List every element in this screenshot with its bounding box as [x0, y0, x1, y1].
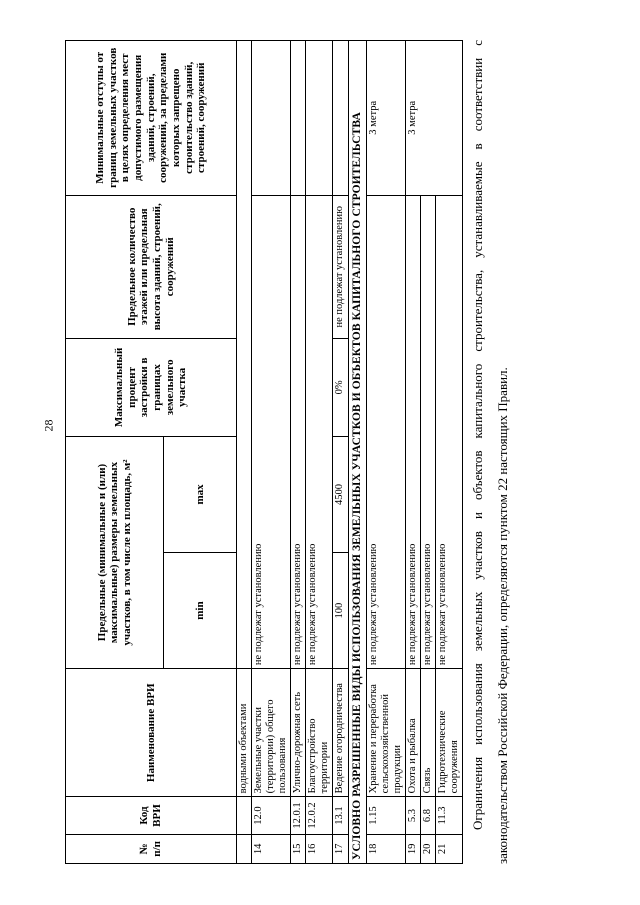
row-code: 5.3	[405, 797, 420, 834]
rotated-page-content	[65, 28, 575, 876]
section-title: УСЛОВНО РАЗРЕШЕННЫЕ ВИДЫ ИСПОЛЬЗОВАНИЯ ЗЕМЕЛЬНЫХ УЧАСТКОВ И ОБЪЕКТОВ КАПИТАЛЬНОГО СТРОИТЕЛЬСТВА	[348, 41, 366, 864]
page-number: 28	[41, 419, 56, 432]
row-area: не подлежат установлению	[306, 195, 333, 669]
row-code: 12.0.1	[291, 797, 306, 834]
row-area: не подлежат установлению	[420, 195, 435, 669]
row-code: 12.0.2	[306, 797, 333, 834]
row-num: 17	[333, 834, 348, 863]
row-name: Хранение и переработка сельскохозяйственной продукции	[366, 669, 405, 797]
row-name: Благоустройство территории	[306, 669, 333, 797]
table-row	[405, 41, 420, 864]
row-code: 6.8	[420, 797, 435, 834]
row-code: 11.3	[436, 797, 463, 834]
row-indent: 3 метра	[366, 41, 405, 196]
row-name: Охота и рыбалка	[405, 669, 420, 797]
row-indent: 3 метра	[405, 41, 462, 196]
row-name: Связь	[420, 669, 435, 797]
header-area: Предельные (минимальные и (или) максимальные) размеры земельных участков, в том числе их площадь, м²	[66, 436, 164, 668]
header-name: Наименование ВРИ	[66, 669, 237, 797]
table-row	[333, 41, 348, 864]
row-area: не подлежат установлению	[405, 195, 420, 669]
table-row	[366, 41, 405, 864]
table-row	[306, 41, 333, 864]
header-row-1	[66, 41, 164, 864]
continuation-text: водными объектами	[237, 669, 252, 797]
row-num: 19	[405, 834, 420, 863]
row-name: Земельные участки (территории) общего пользования	[252, 669, 291, 797]
row-max: 4500	[333, 436, 348, 552]
row-area: не подлежат установлению	[252, 195, 291, 669]
row-name: Улично-дорожная сеть	[291, 669, 306, 797]
row-code: 13.1	[333, 797, 348, 834]
row-num: 20	[420, 834, 435, 863]
header-min: min	[164, 553, 237, 669]
row-num: 21	[436, 834, 463, 863]
row-num: 16	[306, 834, 333, 863]
header-indent: Минимальные отступы от границ земельных участков в целях определения мест допустимого размещения зданий, строений, сооружений, за пределами которых запрещено строительство зданий, строений, сооружений	[66, 41, 237, 196]
table-row-continuation	[237, 41, 252, 864]
header-max: max	[164, 436, 237, 552]
section-row	[348, 41, 366, 864]
header-code: Код ВРИ	[66, 797, 237, 834]
row-code: 12.0	[252, 797, 291, 834]
row-num: 18	[366, 834, 405, 863]
row-name: Ведение огородничества	[333, 669, 348, 797]
row-num: 14	[252, 834, 291, 863]
row-area: не подлежат установлению	[291, 195, 306, 669]
header-num: № п/п	[66, 834, 237, 863]
row-floors: не подлежат установлению	[333, 195, 348, 338]
table-row	[291, 41, 306, 864]
header-floors: Предельное количество этажей или предельная высота зданий, строений, сооружений	[66, 195, 237, 338]
header-percent: Максимальный процент застройки в границах земельного участка	[66, 338, 237, 436]
restrictions-note: Ограничения использования земельных участков и объектов капитального строительства, устанавливаемые в соответствии с законодательством Российской Федерации, определяются пунктом 22 настоящих Правил.	[470, 40, 511, 864]
row-percent: 0%	[333, 338, 348, 436]
row-code: 1.15	[366, 797, 405, 834]
row-num: 15	[291, 834, 306, 863]
land-use-table	[65, 40, 463, 864]
row-name: Гидротехнические сооружения	[436, 669, 463, 797]
table-row	[252, 41, 291, 864]
row-area: не подлежат установлению	[366, 195, 405, 669]
row-min: 100	[333, 553, 348, 669]
row-area: не подлежат установлению	[436, 195, 463, 669]
